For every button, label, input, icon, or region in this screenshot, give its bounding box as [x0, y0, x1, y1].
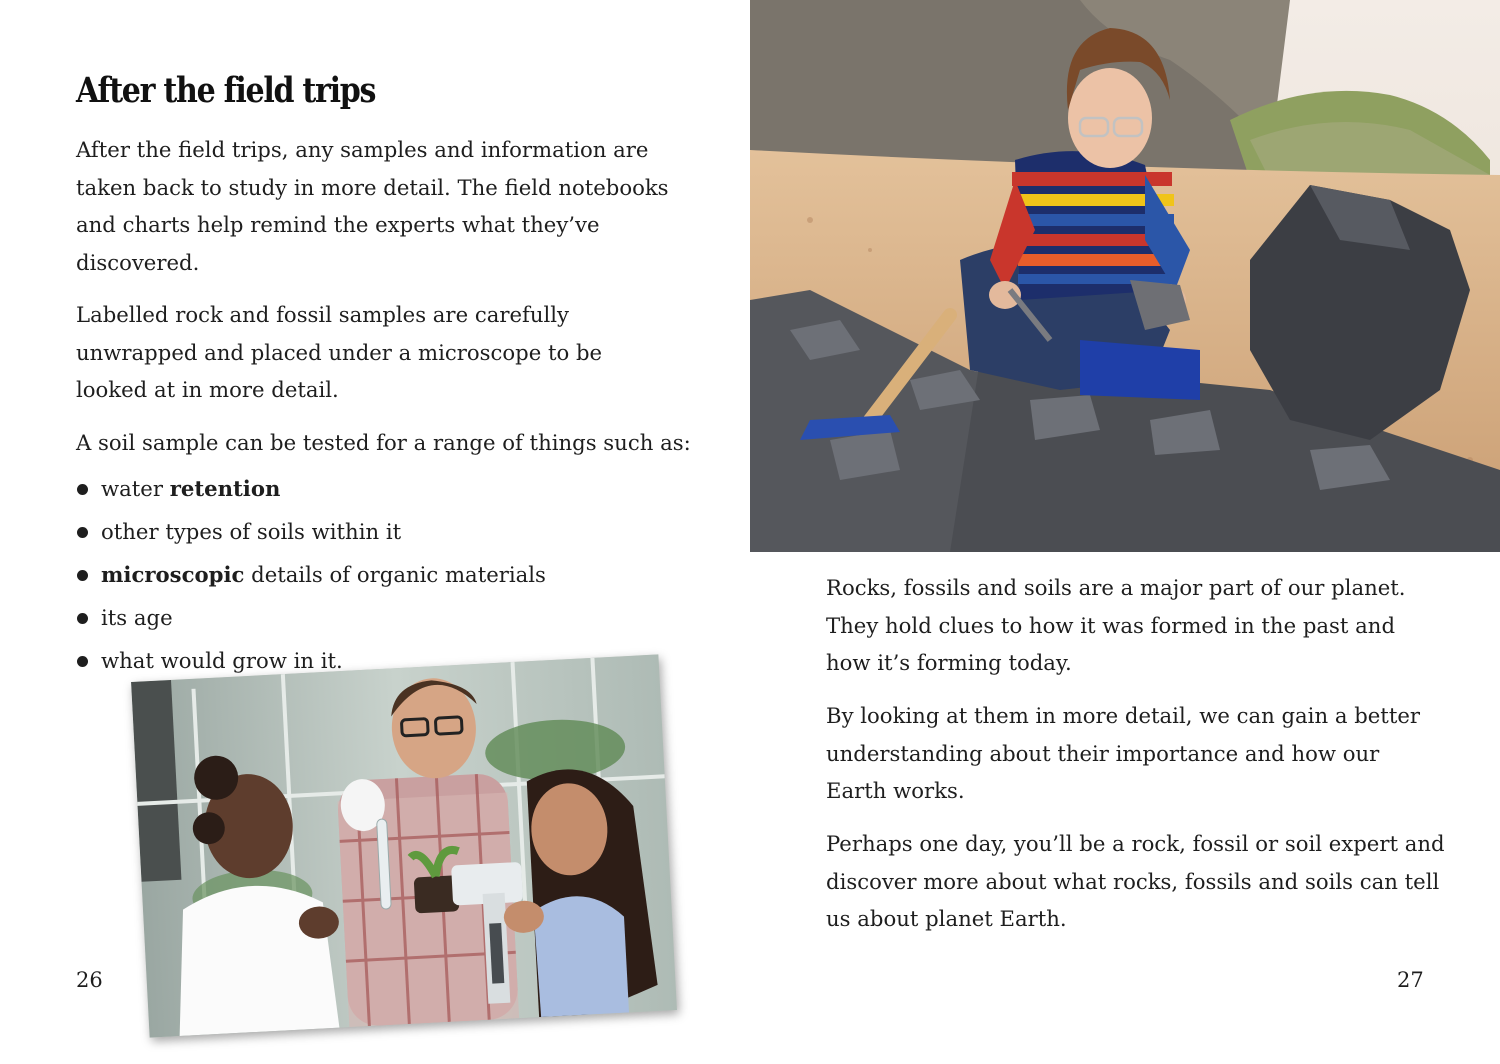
lab-photo — [131, 654, 677, 1037]
future-expert-paragraph: Perhaps one day, you’ll be a rock, fossil or soil expert and discover more about what rocks, fossils and soils can tell us about planet Earth. — [826, 831, 1445, 931]
list-item-text: details of organic materials — [244, 562, 546, 587]
list-item-text: its age — [101, 605, 173, 630]
list-item — [76, 553, 546, 596]
soil-test-paragraph: A soil sample can be tested for a range of things such as: — [76, 430, 691, 455]
striped-sweater — [990, 151, 1190, 300]
list-item — [76, 510, 546, 553]
list-item-text: other types of soils within it — [101, 519, 402, 544]
beach-photo-illustration — [750, 0, 1500, 552]
page-number-right: 27 — [1397, 968, 1424, 992]
list-item-bold-term: microscopic — [101, 562, 245, 587]
lab-photo-illustration — [131, 654, 677, 1037]
page-heading: After the field trips — [76, 70, 376, 111]
list-item-bold-term: retention — [169, 476, 281, 501]
planet-paragraph: Rocks, fossils and soils are a major part of our planet. They hold clues to how it was formed in the past and how it’s forming today. — [826, 575, 1406, 675]
page-number-left: 26 — [76, 968, 103, 992]
list-item — [76, 596, 546, 639]
samples-paragraph: Labelled rock and fossil samples are carefully unwrapped and placed under a microscope to be looked at in more detail. — [76, 302, 603, 402]
list-item-text: what would grow in it. — [101, 648, 343, 673]
list-item — [76, 467, 546, 510]
beach-photo — [750, 0, 1500, 552]
understanding-paragraph: By looking at them in more detail, we can gain a better understanding about their importance and how our Earth works. — [826, 703, 1421, 803]
soil-test-list — [76, 467, 546, 682]
intro-paragraph: After the field trips, any samples and information are taken back to study in more detail. The field notebooks and charts help remind the experts what they’ve discovered. — [76, 137, 669, 275]
list-item-text: water — [101, 476, 170, 501]
